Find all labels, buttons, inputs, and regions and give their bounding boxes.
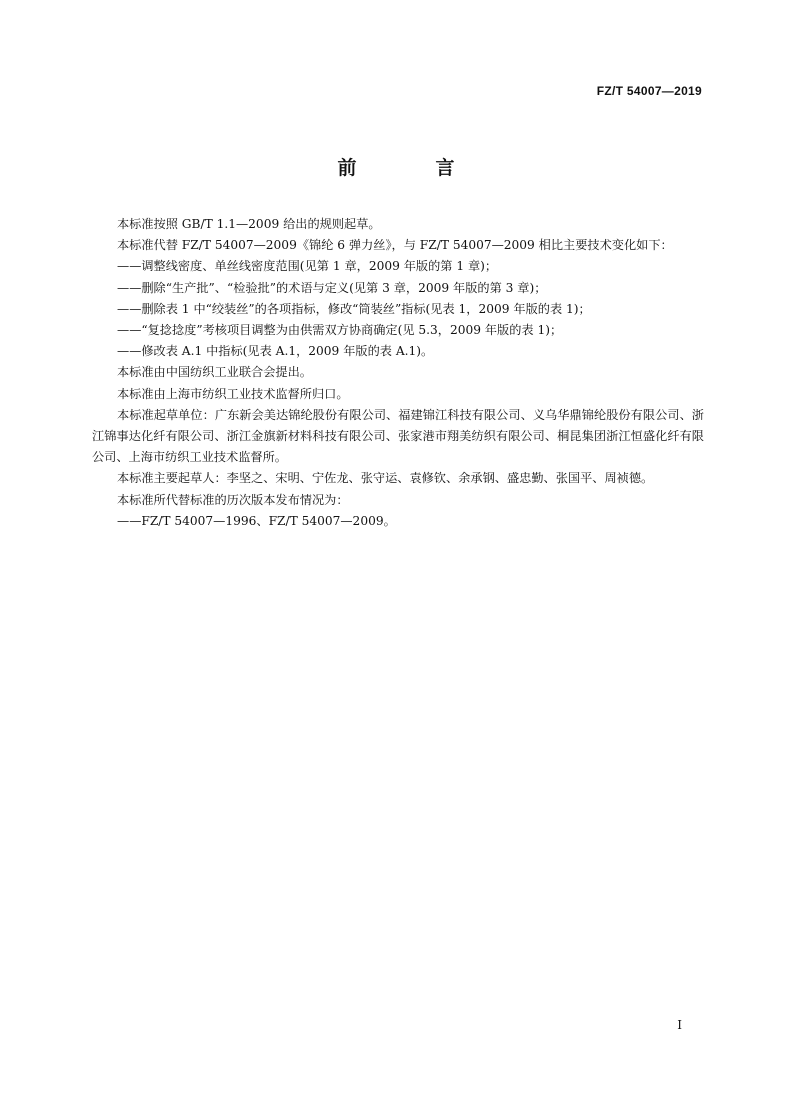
page-number: I — [677, 1018, 682, 1032]
page-title: 前 言 — [337, 157, 485, 179]
paragraph-drafting-units: 本标准起草单位：广东新会美达锦纶股份有限公司、福建锦江科技有限公司、义乌华鼎锦纶股份有限公司、浙江锦事达化纤有限公司、浙江金旗新材料科技有限公司、张家港市翔美纺织有限公司、桐昆集团浙江恒盛化纤有限公司、上海市纺织工业技术监督所。 — [92, 407, 704, 465]
paragraph-drafters: 本标准主要起草人：李坚之、宋明、宁佐龙、张守运、袁修钦、余承钢、盛忠勤、张国平、周祯德。 — [117, 471, 654, 486]
paragraph-drafting-rules: 本标准按照 GB/T 1.1—2009 给出的规则起草。 — [117, 217, 381, 231]
foreword-body — [92, 214, 704, 532]
standard-code: FZ/T 54007—2019 — [596, 84, 702, 98]
change-item-table1: ——删除表 1 中“绞装丝”的各项指标，修改“筒装丝”指标(见表 1，2009 年版的表 1)； — [117, 301, 591, 316]
change-item-terms: ——删除“生产批”、“检验批”的术语与定义(见第 3 章，2009 年版的第 3 章)； — [117, 280, 547, 295]
paragraph-replacement: 本标准代替 FZ/T 54007—2009《锦纶 6 弹力丝》，与 FZ/T 54007—2009 相比主要技术变化如下： — [117, 238, 673, 253]
paragraph-proposed-by: 本标准由中国纺织工业联合会提出。 — [117, 365, 312, 380]
paragraph-history-intro: 本标准所代替标准的历次版本发布情况为： — [117, 492, 349, 507]
paragraph-centralized-by: 本标准由上海市纺织工业技术监督所归口。 — [117, 386, 349, 401]
change-item-twist: ——“复捻捻度”考核项目调整为由供需双方协商确定(见 5.3，2009 年版的表 1)； — [117, 323, 563, 338]
change-item-tableA1: ——修改表 A.1 中指标(见表 A.1，2009 年版的表 A.1)。 — [117, 344, 434, 359]
history-item: ——FZ/T 54007—1996、FZ/T 54007—2009。 — [117, 513, 396, 528]
change-item-density: ——调整线密度、单丝线密度范围(见第 1 章，2009 年版的第 1 章)； — [117, 259, 498, 274]
